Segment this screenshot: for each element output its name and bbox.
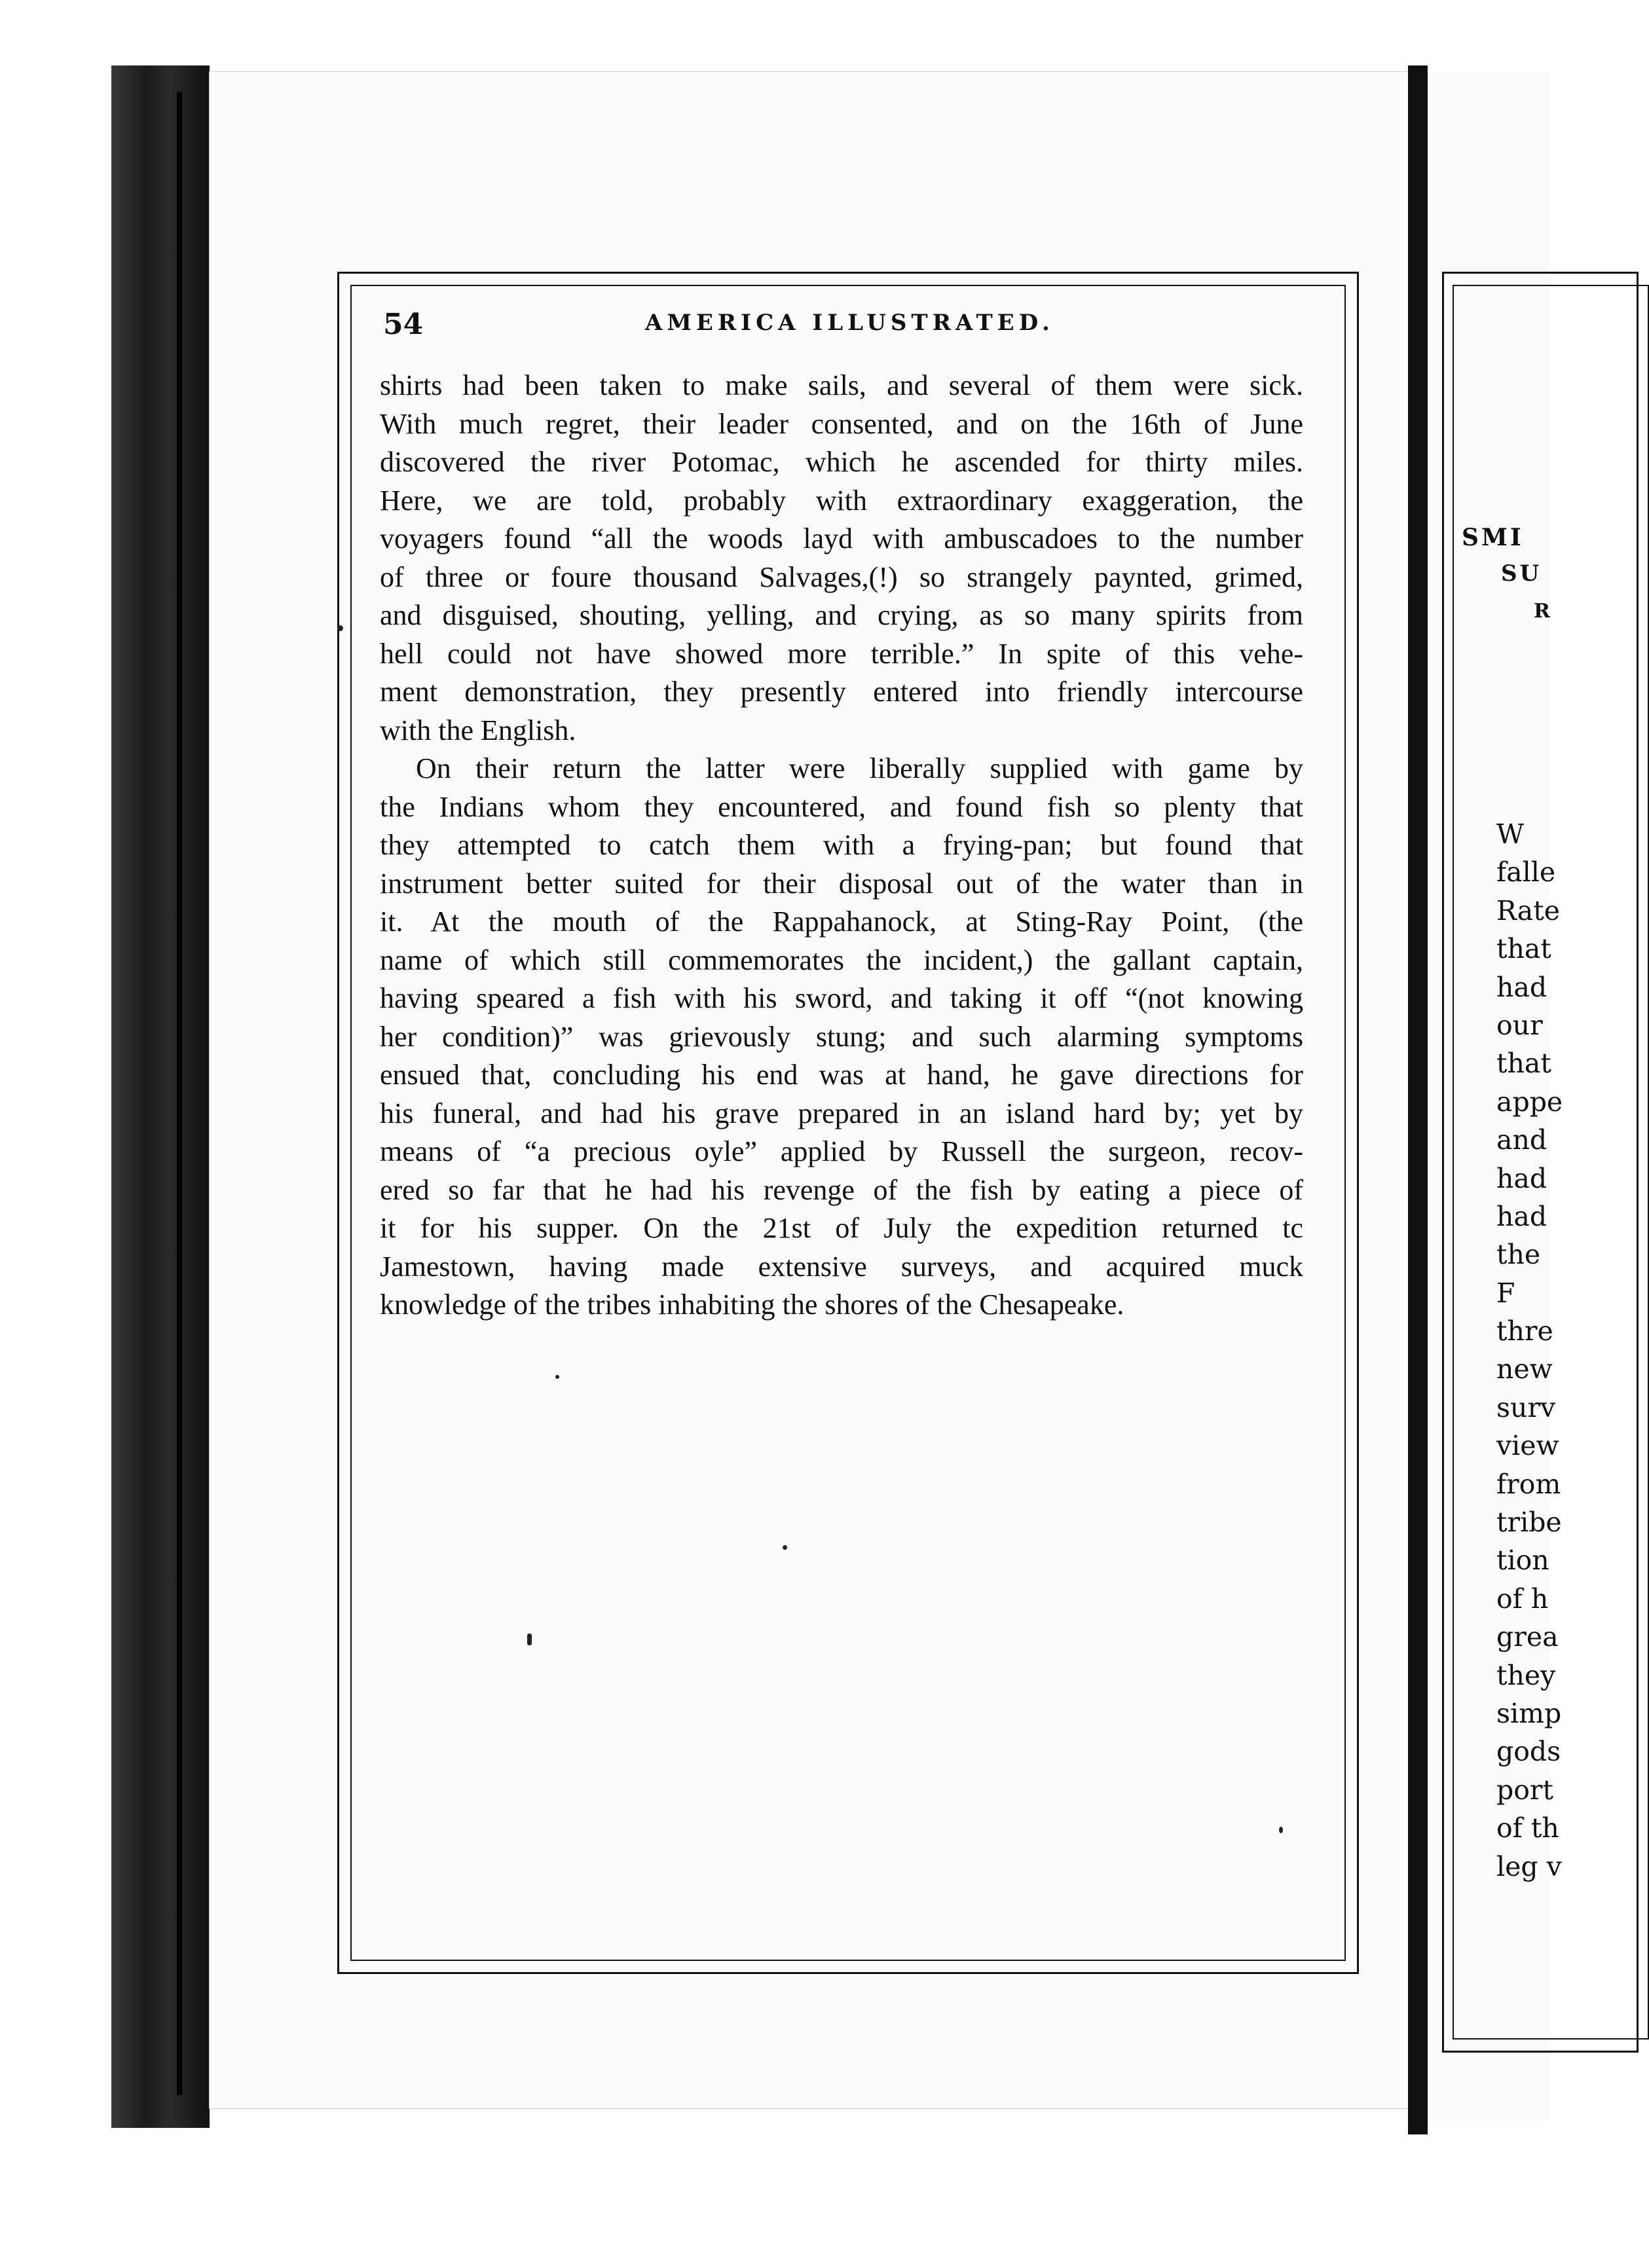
text-line: instrument better suited for their disposal out of the water than in	[380, 867, 1303, 900]
text-line: ensued that, concluding his end was at hand, he gave directions for	[380, 1059, 1303, 1091]
book-spine	[111, 65, 210, 2128]
page-gutter	[1408, 65, 1428, 2134]
facing-text-fragment: simp	[1496, 1697, 1562, 1729]
facing-text-fragment: the	[1496, 1239, 1541, 1271]
scan-speck	[527, 1634, 532, 1645]
text-line: With much regret, their leader consented, and on the 16th of June	[380, 407, 1303, 440]
page-number: 54	[383, 308, 424, 341]
scan-speck	[783, 1545, 787, 1550]
facing-page	[1428, 72, 1563, 2121]
text-line: voyagers found “all the woods layd with ambuscadoes to the number	[380, 522, 1303, 555]
facing-text-fragment: Rate	[1496, 894, 1560, 926]
facing-heading-line-3: R	[1534, 600, 1553, 623]
facing-text-fragment: leg v	[1496, 1850, 1562, 1882]
text-line: hell could not have showed more terrible.” In spite of this vehe-	[380, 637, 1303, 670]
facing-text-fragment: view	[1496, 1430, 1559, 1462]
facing-text-fragment: tion	[1496, 1545, 1549, 1577]
facing-text-fragment: they	[1496, 1659, 1556, 1691]
body-text	[380, 367, 1303, 1325]
facing-text-fragment: from	[1496, 1468, 1561, 1500]
text-line: knowledge of the tribes inhabiting the shores of the Chesapeake.	[380, 1289, 1124, 1321]
text-line: discovered the river Potomac, which he ascended for thirty miles.	[380, 446, 1303, 478]
text-line: they attempted to catch them with a frying-pan; but found that	[380, 829, 1303, 861]
text-line: having speared a fish with his sword, and taking it off “(not knowing	[380, 982, 1303, 1014]
facing-text-fragment: and	[1496, 1124, 1547, 1156]
text-line: his funeral, and had his grave prepared in an island hard by; yet by	[380, 1097, 1303, 1129]
text-line: of three or foure thousand Salvages,(!) so strangely paynted, grimed,	[380, 560, 1303, 593]
facing-text-fragment: had	[1496, 1162, 1547, 1194]
facing-text-fragment: of th	[1496, 1812, 1559, 1844]
scan-speck	[337, 625, 343, 631]
facing-text-fragment: our	[1496, 1009, 1543, 1041]
text-line: the Indians whom they encountered, and found fish so plenty that	[380, 790, 1303, 823]
facing-text-fragment: had	[1496, 1200, 1547, 1232]
text-line: Jamestown, having made extensive surveys, and acquired muck	[380, 1250, 1303, 1283]
facing-heading-line-2: SU	[1501, 560, 1542, 587]
text-line: and disguised, shouting, yelling, and crying, as so many spirits from	[380, 599, 1303, 631]
facing-text-fragment: appe	[1496, 1086, 1563, 1118]
facing-text-fragment: port	[1496, 1774, 1554, 1806]
facing-text-fragment: that	[1496, 933, 1551, 965]
facing-text-fragment: F	[1496, 1277, 1515, 1309]
facing-text-fragment: gods	[1496, 1736, 1561, 1768]
facing-text-fragment: had	[1496, 971, 1547, 1003]
text-line: it. At the mouth of the Rappahanock, at Sting-Ray Point, (the	[380, 905, 1303, 938]
text-line: ered so far that he had his revenge of the fish by eating a piece of	[380, 1173, 1303, 1206]
scan-speck	[1279, 1827, 1283, 1833]
facing-text-column	[1496, 815, 1575, 1886]
facing-heading-line-1: SMI	[1462, 524, 1524, 551]
facing-text-fragment: new	[1496, 1353, 1553, 1385]
text-line: name of which still commemorates the incident,) the gallant captain,	[380, 943, 1303, 976]
facing-text-fragment: falle	[1496, 856, 1556, 888]
text-line: ment demonstration, they presently entered into friendly intercourse	[380, 676, 1303, 708]
facing-text-fragment: that	[1496, 1048, 1551, 1080]
spine-edge	[177, 92, 182, 2095]
text-line: Here, we are told, probably with extraordinary exaggeration, the	[380, 484, 1303, 517]
facing-text-fragment: W	[1496, 818, 1525, 850]
text-line: On their return the latter were liberally supplied with game by	[416, 752, 1303, 784]
facing-text-fragment: grea	[1496, 1621, 1559, 1653]
text-line: her condition)” was grievously stung; and such alarming symptoms	[380, 1020, 1303, 1053]
text-line: shirts had been taken to make sails, and several of them were sick.	[380, 369, 1303, 401]
running-head: AMERICA ILLUSTRATED.	[645, 310, 1054, 336]
text-line: means of “a precious oyle” applied by Russell the surgeon, recov-	[380, 1135, 1303, 1167]
facing-text-fragment: thre	[1496, 1315, 1553, 1347]
facing-text-fragment: of h	[1496, 1582, 1549, 1615]
text-line: with the English.	[380, 714, 576, 746]
facing-text-fragment: surv	[1496, 1391, 1556, 1423]
scan-speck	[555, 1375, 559, 1379]
facing-text-fragment: tribe	[1496, 1507, 1562, 1539]
text-line: it for his supper. On the 21st of July the expedition returned tc	[380, 1212, 1303, 1244]
